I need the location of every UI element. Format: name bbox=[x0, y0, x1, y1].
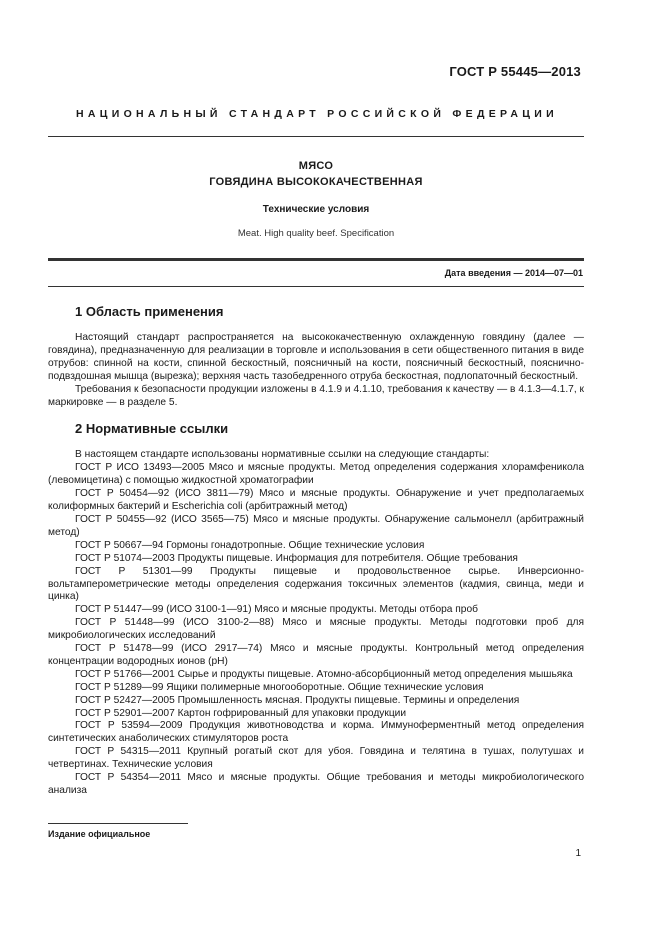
reference-item: ГОСТ Р 53594—2009 Продукция животноводства и корма. Иммуноферментный метод определения синтетических анаболических стимуляторов роста bbox=[48, 720, 584, 745]
reference-item: ГОСТ Р 51289—99 Ящики полимерные многооборотные. Общие технические условия bbox=[75, 681, 484, 693]
reference-item: ГОСТ Р 50454—92 (ИСО 3811—79) Мясо и мясные продукты. Обнаружение и учет предполагаемых колиформных бактерий и Escherichia coli (арбитражный метод) bbox=[48, 488, 584, 513]
section-1-paragraph: Требования к безопасности продукции изложены в 4.1.9 и 4.1.10, требования к качеству — в 4.1.3—4.1.7, к маркировке — в разделе 5. bbox=[48, 383, 584, 408]
document-subtitle: Технические условия bbox=[262, 204, 370, 215]
reference-item: ГОСТ Р 51301—99 Продукты пищевые и продовольственное сырье. Инверсионно-вольтамперометрические методы определения содержания токсичных элементов (кадмия, свинца, меди и цинка) bbox=[48, 565, 584, 603]
title-line-1: МЯСО bbox=[298, 160, 334, 172]
title-divider bbox=[48, 258, 584, 261]
title-line-2: ГОВЯДИНА ВЫСОКОКАЧЕСТВЕННАЯ bbox=[209, 176, 423, 188]
section-2-heading: 2 Нормативные ссылки bbox=[75, 421, 229, 437]
section-2-intro: В настоящем стандарте использованы нормативные ссылки на следующие стандарты: bbox=[75, 449, 490, 461]
edition-label: Издание официальное bbox=[48, 829, 151, 839]
footer-divider bbox=[48, 823, 188, 824]
document-body bbox=[48, 304, 584, 798]
reference-item: ГОСТ Р 52427—2005 Промышленность мясная. Продукты пищевые. Термины и определения bbox=[75, 694, 520, 706]
reference-item: ГОСТ Р 50455—92 (ИСО 3565—75) Мясо и мясные продукты. Обнаружение сальмонелл (арбитражный метод) bbox=[48, 513, 584, 538]
title-block bbox=[48, 158, 584, 239]
header-divider bbox=[48, 136, 584, 137]
reference-item: ГОСТ Р 51448—99 (ИСО 3100-2—88) Мясо и мясные продукты. Методы подготовки проб для микробиологических исследований bbox=[48, 617, 584, 642]
date-divider bbox=[48, 286, 584, 287]
reference-item: ГОСТ Р 51766—2001 Сырье и продукты пищевые. Атомно-абсорбционный метод определения мышьяка bbox=[75, 668, 573, 680]
national-standard-title: НАЦИОНАЛЬНЫЙ СТАНДАРТ РОССИЙСКОЙ ФЕДЕРАЦИИ bbox=[76, 108, 558, 120]
section-1-heading: 1 Область применения bbox=[75, 304, 224, 319]
section-spacer bbox=[48, 409, 584, 421]
reference-item: ГОСТ Р 50667—94 Гормоны гонадотропные. Общие технические условия bbox=[75, 539, 425, 551]
reference-item: ГОСТ Р 51478—99 (ИСО 2917—74) Мясо и мясные продукты. Контрольный метод определения концентрации водородных ионов (рН) bbox=[48, 643, 584, 667]
effective-date: Дата введения — 2014—07—01 bbox=[444, 268, 583, 278]
english-title: Meat. High quality beef. Specification bbox=[237, 228, 395, 239]
reference-item: ГОСТ Р 52901—2007 Картон гофрированный для упаковки продукции bbox=[75, 707, 407, 719]
reference-item: ГОСТ Р ИСО 13493—2005 Мясо и мясные продукты. Метод определения содержания хлорамфеникола (левомицетина) с помощью жидкостной хроматографии bbox=[48, 462, 584, 487]
reference-item: ГОСТ Р 51074—2003 Продукты пищевые. Информация для потребителя. Общие требования bbox=[75, 552, 518, 564]
document-number: ГОСТ Р 55445—2013 bbox=[449, 64, 581, 79]
reference-item: ГОСТ Р 54354—2011 Мясо и мясные продукты. Общие требования и методы микробиологического анализа bbox=[48, 772, 584, 796]
page-number: 1 bbox=[575, 848, 581, 859]
reference-item: ГОСТ Р 54315—2011 Крупный рогатый скот для убоя. Говядина и телятина в тушах, полутушах и четвертинах. Технические условия bbox=[48, 746, 584, 771]
section-1-paragraph: Настоящий стандарт распространяется на высококачественную охлажденную говядину (далее — говядина), предназначенную для реализации в торговле и использования в сети общественного питания в виде отрубов: спинной на кости, спинной бескостный, поясничный на кости, поясничный бескостный, пояснично-подвздошная мышца (вырезка); верхняя часть тазобедренного отруба бескостная, подлопаточный бескостный. bbox=[48, 332, 584, 382]
reference-item: ГОСТ Р 51447—99 (ИСО 3100-1—91) Мясо и мясные продукты. Методы отбора проб bbox=[75, 604, 478, 616]
